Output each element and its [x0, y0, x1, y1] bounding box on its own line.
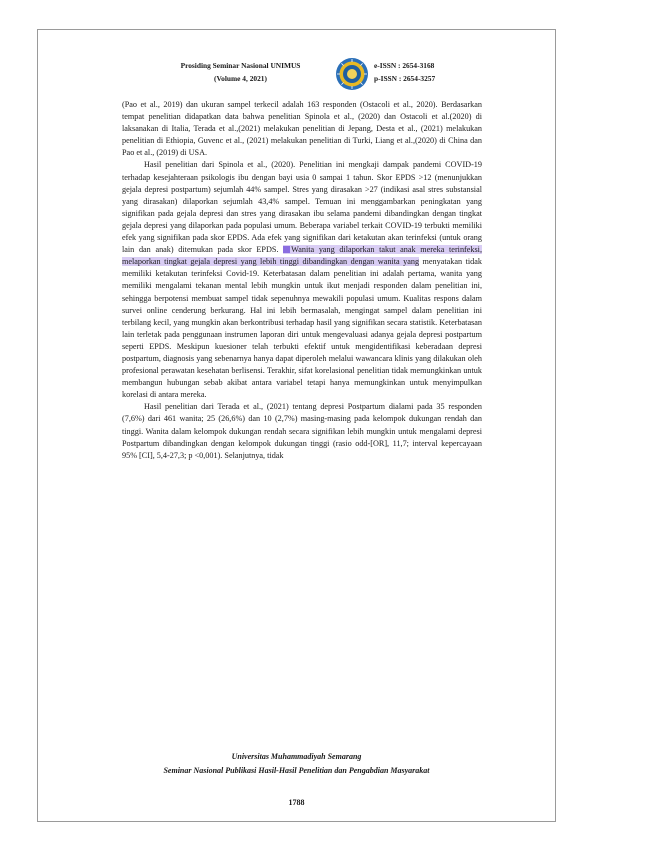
paragraph-1: (Pao et al., 2019) dan ukuran sampel terkecil adalah 163 responden (Ostacoli et al., 2020). Berdasarkan tempat penelitian didapatkan data bahwa penelitian Spinola et al., (2020) dan Ostacoli et al.(2020) di laksanakan di Italia, Terada et al.,(2021) melakukan penelitian di Jepang, Desta et al., (2021) melakukan penelitian di Ethiopia, Guvenc et al., (2021) melakukan penelitian di Turki, Liang et al.,(2020) di China dan Pao et al., (2019) di USA.: [122, 100, 482, 158]
header-left: [143, 59, 338, 85]
p-issn: p-ISSN : 2654-3257: [374, 74, 436, 83]
text-cursor-icon: [283, 246, 290, 253]
e-issn: e-ISSN : 2654-3168: [374, 61, 435, 70]
page-footer: [38, 750, 555, 778]
paragraph-2: [122, 159, 482, 401]
unimus-seal-icon: [335, 57, 369, 91]
body-text[interactable]: [122, 99, 482, 462]
header-right: [374, 59, 514, 85]
paragraph-2-text: Hasil penelitian dari Spinola et al., (2020). Penelitian ini mengkaji dampak pandemi COVID-19 terhadap kesejahteraan psikologis ibu dengan bayi usia 0 sampai 1 tahun. Skor EPDS >12 (menunjukkan gejala depresi postpartum) sejumlah 44% sampel. Stres yang dirasakan >27 (indikasi asal stres substansial yang dirasakan) dilaporkan sejumlah 43,4% sampel. Temuan ini menggambarkan peningkatan yang signifikan pada gejala depresi dan stres yang dirasakan ibu selama pandemi dibandingkan dengan tingkat gejala depresi yang dilaporkan pada populasi umum. Beberapa variabel terkait COVID-19 terbukti memiliki efek yang signifikan pada skor EPDS. Ada efek yang signifikan dari ketakutan akan terinfeksi (untuk orang lain dan anak) ditemukan pada skor EPDS.: [122, 160, 482, 255]
page-header: [38, 57, 555, 93]
paragraph-3: Hasil penelitian dari Terada et al., (2021) tentang depresi Postpartum dialami pada 35 responden (7,6%) dari 461 wanita; 25 (26,6%) dan 10 (2,7%) masing-masing pada kelompok dukungan rendah dan tinggi. Wanita dalam kelompok dukungan rendah secara signifikan lebih mungkin untuk mengalami depresi Postpartum dibandingkan dengan kelompok dukungan tinggi (rasio odd-[OR], 11,7; interval kepercayaan 95% [CI], 5,4-27,3; p <0,001). Selanjutnya, tidak: [122, 402, 482, 460]
seminar-name: Seminar Nasional Publikasi Hasil-Hasil Penelitian dan Pengabdian Masyarakat: [163, 766, 430, 775]
highlighted-text: Wanita yang dilaporkan takut anak mereka terinfeksi, melaporkan tingkat gejala depresi yang lebih tinggi dibandingkan dengan wanita yang: [122, 245, 482, 267]
university-name: Universitas Muhammadiyah Semarang: [231, 752, 362, 761]
document-page: [37, 29, 556, 822]
page-number: 1788: [288, 798, 305, 807]
paragraph-2-rest: menyatakan tidak memiliki ketakutan terinfeksi Covid-19. Keterbatasan dalam penelitian ini adalah pertama, wanita yang memiliki mengalami tekanan mental lebih mungkin untuk ikut menjadi responden dalam penelitian ini, sehingga berpotensi membuat sampel tidak sepenuhnya mewakili populasi umum. Kualitas respons dalam survei online cenderung berkurang. Hal ini lebih bermasalah, mengingat sampel dalam penelitian ini terbilang kecil, yang mungkin akan berkontribusi terhadap hasil yang signifikan secara statistik. Keterbatasan lain terletak pada penggunaan instrumen laporan diri untuk mengevaluasi adanya gejala depresi postpartum seperti EPDS. Meskipun kuesioner telah terbukti efektif untuk mengidentifikasi keberadaan depresi postpartum, diagnosis yang sebenarnya hanya dapat diperoleh melalui wawancara klinis yang dilakukan oleh profesional perawatan kesehatan berlisensi. Terakhir, sifat korelasional penelitian tidak memungkinkan untuk membangun hubungan sebab akibat antara variabel tetapi hanya memungkinkan untuk menyimpulkan korelasi di antara mereka.: [122, 257, 482, 400]
proceedings-title: Prosiding Seminar Nasional UNIMUS: [180, 61, 301, 70]
volume-label: (Volume 4, 2021): [214, 74, 267, 83]
